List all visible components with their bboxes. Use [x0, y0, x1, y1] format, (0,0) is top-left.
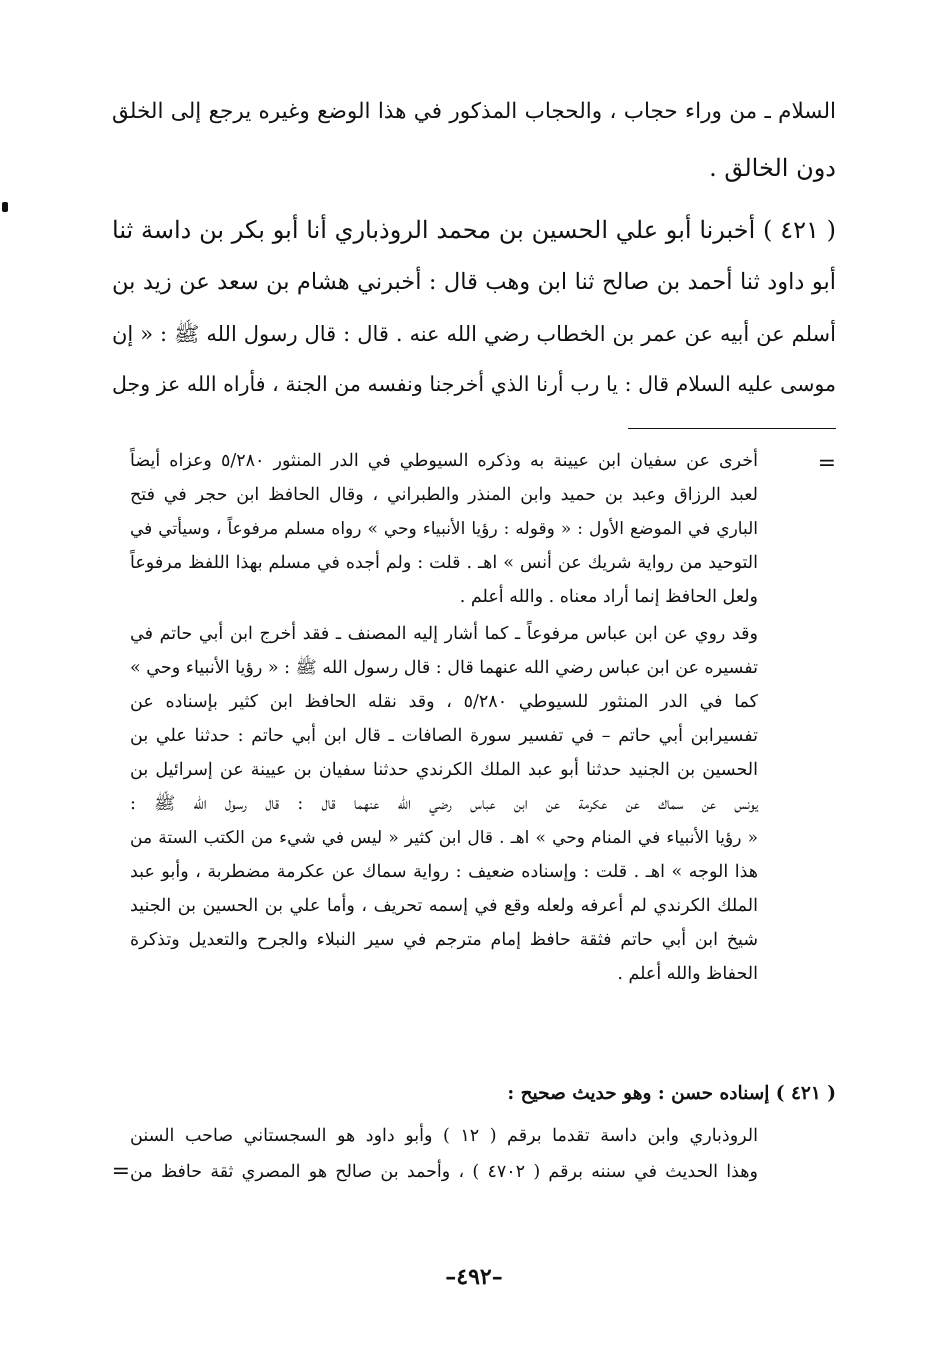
footnote-line: الحفاظ والله أعلم .: [617, 964, 758, 984]
footnote-line: كما في الدر المنثور للسيوطي ٥/٢٨٠ ، وقد نقله الحافظ ابن كثير بإسناده عن: [130, 692, 758, 712]
footnote-line: ولعل الحافظ إنما أراد معناه . والله أعلم .: [459, 587, 758, 607]
page-number: –٤٩٢–: [445, 1264, 503, 1290]
footnote-line: الملك الكرندي لم أعرفه ولعله وقع في إسمه تحريف ، وأما علي بن الحسين بن الجنيد: [130, 896, 758, 916]
footnote-line: تفسيرابن أبي حاتم – في تفسير سورة الصافات ـ قال ابن أبي حاتم : حدثنا علي بن: [130, 726, 758, 746]
footnote-continuation-marker: =: [817, 451, 836, 476]
footnote-separator: [628, 428, 836, 429]
footnote-end-marker: =: [111, 1159, 130, 1184]
footnote-heading: ( ٤٢١ ) إسناده حسن : وهو حديث صحيح :: [507, 1083, 836, 1104]
footnote-line: التوحيد من رواية شريك عن أنس » اهـ . قلت : ولم أجده في مسلم بهذا اللفظ مرفوعاً: [130, 553, 758, 573]
main-text-line: دون الخالق .: [709, 154, 836, 182]
main-text-line: موسى عليه السلام قال : يا رب أرنا الذي أخرجنا ونفسه من الجنة ، فأراه الله عز وجل: [112, 372, 836, 396]
footnote-line: شيخ ابن أبي حاتم فثقة حافظ إمام مترجم في سير النبلاء والجرح والتعديل وتذكرة: [130, 930, 758, 950]
footnote-line: الباري في الموضع الأول : « وقوله : رؤيا الأنبياء وحي » رواه مسلم مرفوعاً ، وسيأتي في: [130, 519, 758, 539]
footnote-line: الروذباري وابن داسة تقدما برقم ( ١٢ ) وأبو داود هو السجستاني صاحب السنن: [130, 1126, 758, 1146]
main-text-line: أسلم عن أبيه عن عمر بن الخطاب رضي الله عنه . قال : قال رسول الله ﷺ : « إن: [112, 322, 836, 346]
footnote-line: وقد روي عن ابن عباس مرفوعاً ـ كما أشار إليه المصنف ـ فقد أخرج ابن أبي حاتم في: [130, 624, 758, 644]
footnote-line: « رؤيا الأنبياء في المنام وحي » اهـ . قال ابن كثير « ليس في شيء من الكتب الستة من: [130, 828, 758, 848]
margin-mark: [2, 202, 8, 212]
main-text-line: ( ٤٢١ ) أخبرنا أبو علي الحسين بن محمد الروذباري أنا أبو بكر بن داسة ثنا: [112, 216, 837, 244]
footnote-line: هذا الوجه » اهـ . قلت : وإسناده ضعيف : رواية سماك عن عكرمة مضطربة ، وأبو عبد: [130, 862, 758, 882]
footnote-line: لعبد الرزاق وعبد بن حميد وابن المنذر والطبراني ، وقال الحافظ ابن حجر في فتح: [130, 485, 758, 505]
footnote-line: يونس عن سماك عن عكرمة عن ابن عباس رضي الله عنهما قال : قال رسول الله ﷺ :: [130, 794, 758, 814]
footnote-line: الحسين بن الجنيد حدثنا أبو عبد الملك الكرندي حدثنا سفيان بن عيينة عن إسرائيل بن: [130, 760, 758, 780]
main-text-line: أبو داود ثنا أحمد بن صالح ثنا ابن وهب قال : أخبرني هشام بن سعد عن زيد بن: [112, 269, 836, 295]
footnote-line: وهذا الحديث في سننه برقم ( ٤٧٠٢ ) ، وأحمد بن صالح هو المصري ثقة حافظ من: [130, 1162, 758, 1182]
footnote-line: أخرى عن سفيان ابن عيينة به وذكره السيوطي في الدر المنثور ٥/٢٨٠ وعزاه أيضاً: [130, 451, 758, 471]
main-text-line: السلام ـ من وراء حجاب ، والحجاب المذكور في هذا الوضع وغيره يرجع إلى الخلق: [112, 99, 836, 124]
footnote-line: تفسيره عن ابن عباس رضي الله عنهما قال : قال رسول الله ﷺ : « رؤيا الأنبياء وحي »: [130, 658, 758, 678]
